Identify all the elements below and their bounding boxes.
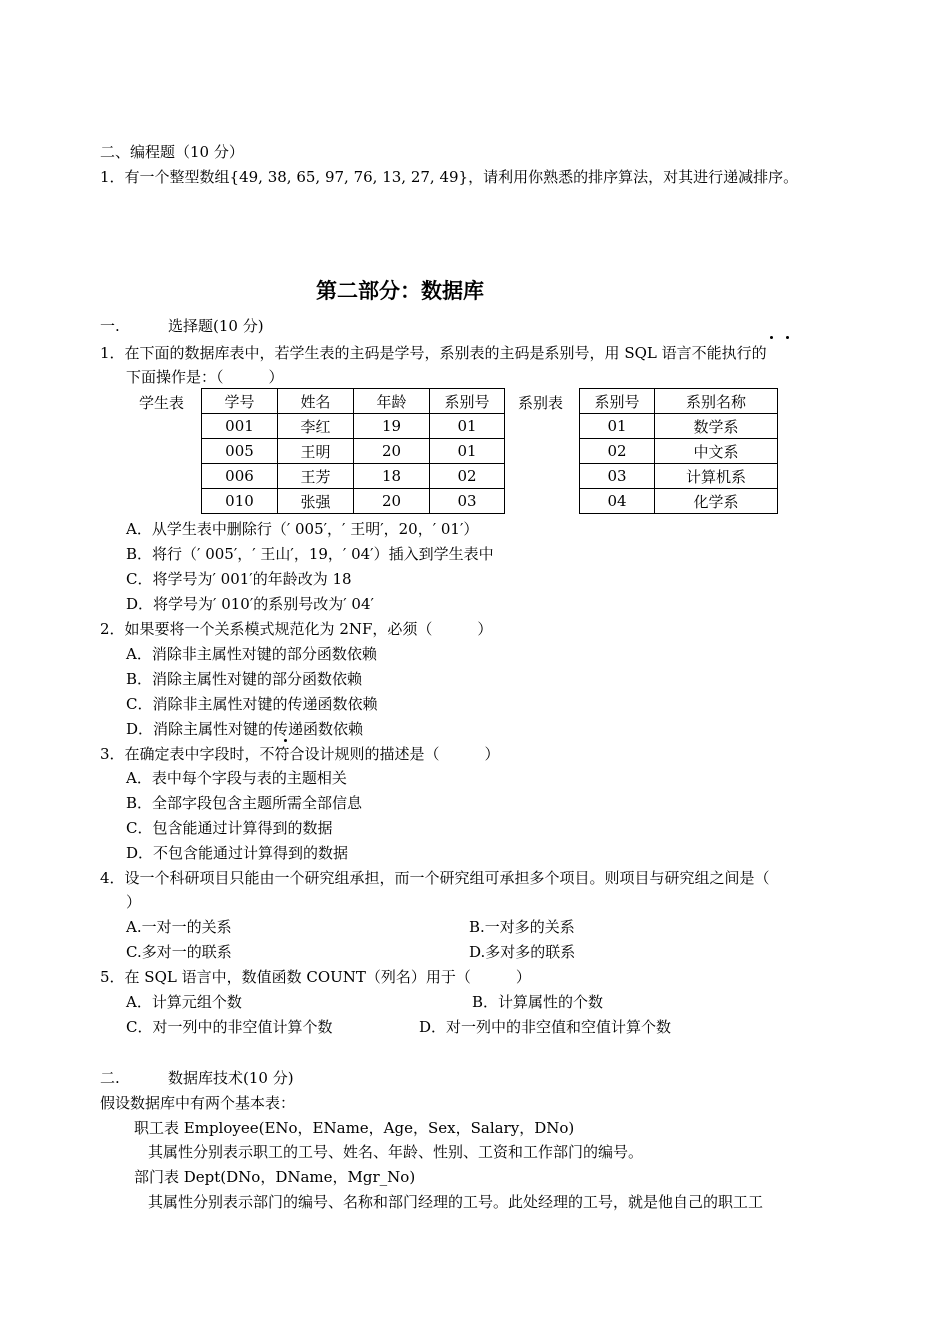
table-row: [202, 489, 505, 514]
table-header-cell: 年龄: [354, 389, 430, 414]
table-cell: 20: [354, 489, 430, 514]
table-row: [580, 414, 778, 439]
q1-option-a: A．从学生表中删除行（′ 005′，′ 王明′，20，′ 01′）: [126, 520, 479, 538]
table-cell: 化学系: [655, 489, 778, 514]
q3-option-a: A．表中每个字段与表的主题相关: [126, 769, 347, 787]
table-row: [202, 464, 505, 489]
table-header-cell: 系别名称: [655, 389, 778, 414]
q5-option-c: C．对一列中的非空值计算个数: [126, 1018, 333, 1036]
dept-table: [579, 388, 778, 514]
dept-table-label: 系别表: [518, 394, 564, 412]
table-cell: 001: [202, 414, 278, 439]
emphasis-dot: [770, 336, 773, 339]
table-cell: 王明: [278, 439, 354, 464]
table-cell: 王芳: [278, 464, 354, 489]
dept-table-definition: 部门表 Dept(DNo，DName，Mgr_No): [134, 1168, 416, 1186]
question-1-stem-line2: 下面操作是：（ ）: [126, 368, 284, 386]
q5-option-a: A．计算元组个数: [126, 993, 242, 1011]
q1-option-b: B．将行（′ 005′，′ 王山′，19，′ 04′）插入到学生表中: [126, 545, 494, 563]
employee-table-definition: 职工表 Employee(ENo，EName，Age，Sex，Salary，DNo): [134, 1119, 575, 1137]
q2-option-a: A．消除非主属性对键的部分函数依赖: [126, 645, 377, 663]
table-cell: 19: [354, 414, 430, 439]
table-cell: 20: [354, 439, 430, 464]
table-row: [580, 489, 778, 514]
table-cell: 计算机系: [655, 464, 778, 489]
table-cell: 18: [354, 464, 430, 489]
table-cell: 02: [580, 439, 655, 464]
q3-option-d: D．不包含能通过计算得到的数据: [126, 844, 349, 862]
question-4-stem-line2: ）: [126, 893, 142, 911]
q4-option-a: A.一对一的关系: [126, 918, 232, 936]
question-2-stem: 2．如果要将一个关系模式规范化为 2NF，必须（ ）: [100, 620, 493, 638]
q1-option-d: D．将学号为′ 010′的系别号改为′ 04′: [126, 595, 374, 613]
q2-option-d: D．消除主属性对键的传递函数依赖: [126, 720, 364, 738]
student-table: [201, 388, 505, 514]
table-header-cell: 姓名: [278, 389, 354, 414]
table-cell: 005: [202, 439, 278, 464]
table-cell: 数学系: [655, 414, 778, 439]
table-header-cell: 系别号: [430, 389, 505, 414]
table-cell: 张强: [278, 489, 354, 514]
table-cell: 03: [580, 464, 655, 489]
table-cell: 006: [202, 464, 278, 489]
section-1-number: 一.: [100, 317, 120, 335]
table-cell: 01: [430, 414, 505, 439]
q3-option-b: B．全部字段包含主题所需全部信息: [126, 794, 363, 812]
question-1-stem-line1: 1．在下面的数据库表中，若学生表的主码是学号，系别表的主码是系别号，用 SQL 语言不能执行的: [100, 344, 767, 362]
table-header-row: [580, 389, 778, 414]
table-row: [580, 439, 778, 464]
q3-option-c: C．包含能通过计算得到的数据: [126, 819, 333, 837]
table-cell: 中文系: [655, 439, 778, 464]
q1-option-c: C．将学号为′ 001′的年龄改为 18: [126, 570, 352, 588]
q4-option-b: B.一对多的关系: [469, 918, 575, 936]
emphasis-dot: [786, 336, 789, 339]
programming-section-heading: 二、编程题（10 分）: [100, 143, 244, 161]
table-header-cell: 学号: [202, 389, 278, 414]
q2-option-b: B．消除主属性对键的部分函数依赖: [126, 670, 363, 688]
q4-option-c: C.多对一的联系: [126, 943, 232, 961]
table-row: [202, 414, 505, 439]
q2-option-c: C．消除非主属性对键的传递函数依赖: [126, 695, 378, 713]
table-cell: 04: [580, 489, 655, 514]
table-cell: 李红: [278, 414, 354, 439]
section-1-heading: 选择题(10 分): [168, 317, 264, 335]
table-cell: 03: [430, 489, 505, 514]
table-cell: 01: [430, 439, 505, 464]
section-2-heading: 数据库技术(10 分): [168, 1069, 294, 1087]
employee-table-description: 其属性分别表示职工的工号、姓名、年龄、性别、工资和工作部门的编号。: [148, 1143, 644, 1161]
intro-text: 假设数据库中有两个基本表：: [100, 1094, 296, 1112]
table-header-row: [202, 389, 505, 414]
table-row: [580, 464, 778, 489]
q4-option-d: D.多对多的联系: [469, 943, 576, 961]
table-header-cell: 系别号: [580, 389, 655, 414]
programming-question-1: 1．有一个整型数组{49, 38, 65, 97, 76, 13, 27, 49}，请利用你熟悉的排序算法，对其进行递减排序。: [100, 168, 799, 186]
section-2-number: 二.: [100, 1069, 120, 1087]
question-4-stem-line1: 4．设一个科研项目只能由一个研究组承担，而一个研究组可承担多个项目。则项目与研究组之间是（: [100, 869, 770, 887]
table-row: [202, 439, 505, 464]
question-5-stem: 5．在 SQL 语言中，数值函数 COUNT（列名）用于（ ）: [100, 968, 531, 986]
student-table-label: 学生表: [139, 394, 185, 412]
part-title: 第二部分：数据库: [316, 279, 484, 303]
q5-option-b: B．计算属性的个数: [472, 993, 604, 1011]
question-3-stem: 3．在确定表中字段时，不符合设计规则的描述是（ ）: [100, 745, 500, 763]
table-cell: 02: [430, 464, 505, 489]
q5-option-d: D．对一列中的非空值和空值计算个数: [419, 1018, 672, 1036]
dept-table-description: 其属性分别表示部门的编号、名称和部门经理的工号。此处经理的工号，就是他自己的职工工: [148, 1193, 764, 1211]
emphasis-dot: [284, 739, 287, 742]
table-cell: 01: [580, 414, 655, 439]
table-cell: 010: [202, 489, 278, 514]
